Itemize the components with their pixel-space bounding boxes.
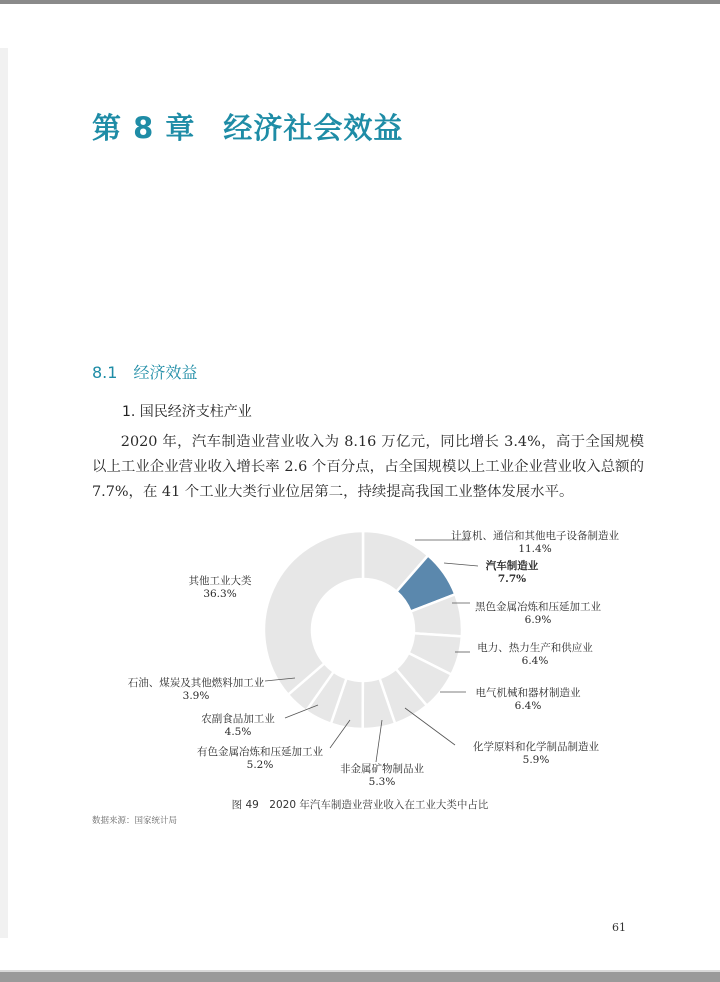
leader-line xyxy=(444,563,478,566)
slice-value-label: 3.9% xyxy=(182,690,210,702)
slice-value-label: 6.4% xyxy=(514,700,542,712)
slice-value-label: 36.3% xyxy=(203,588,237,600)
chapter-title: 经济社会效益 xyxy=(223,111,404,145)
slice-label: 化学原料和化学制品制造业 xyxy=(473,741,599,753)
page-number: 61 xyxy=(612,921,626,934)
slice-label: 电力、热力生产和供应业 xyxy=(477,642,593,654)
slice-value-label: 11.4% xyxy=(518,543,552,555)
slice-label: 黑色金属冶炼和压延加工业 xyxy=(475,601,601,613)
slice-value-label: 6.9% xyxy=(524,614,552,626)
donut-slice xyxy=(264,531,363,695)
viewer-bottom-bar xyxy=(0,972,720,982)
slice-value-label: 5.2% xyxy=(246,759,274,771)
slice-value-label: 4.5% xyxy=(224,726,252,738)
figure-source: 数据来源：国家统计局 xyxy=(92,816,178,826)
slice-label: 电气机械和器材制造业 xyxy=(475,687,581,699)
slice-value-label: 6.4% xyxy=(521,655,549,667)
slice-label: 汽车制造业 xyxy=(485,560,539,572)
slice-label: 非金属矿物制品业 xyxy=(340,763,424,775)
slice-label: 其他工业大类 xyxy=(188,575,252,587)
slice-label: 计算机、通信和其他电子设备制造业 xyxy=(451,530,619,542)
slice-value-label: 7.7% xyxy=(497,573,527,585)
slice-label: 有色金属冶炼和压延加工业 xyxy=(197,746,323,758)
slice-value-label: 5.9% xyxy=(522,754,550,766)
section-title: 经济效益 xyxy=(133,363,198,382)
slice-value-label: 5.3% xyxy=(368,776,396,788)
leader-line xyxy=(405,708,455,745)
subsection-heading: 1. 国民经济支柱产业 xyxy=(122,404,252,420)
slice-label: 石油、煤炭及其他燃料加工业 xyxy=(127,677,265,689)
chapter-number: 第 8 章 xyxy=(92,111,196,145)
section-number: 8.1 xyxy=(92,363,118,382)
slice-label: 农副食品加工业 xyxy=(201,713,275,725)
figure-caption: 图 49 2020 年汽车制造业营业收入在工业大类中占比 xyxy=(231,799,489,811)
body-paragraph: 2020 年，汽车制造业营业收入为 8.16 万亿元，同比增长 3.4%，高于全国规模以上工业企业营业收入增长率 2.6 个百分点，占全国规模以上工业企业营业收入总额的 7.7%，在 41 个工业大类行业位居第二，持续提高我国工业整体发展水平。 xyxy=(92,434,644,500)
